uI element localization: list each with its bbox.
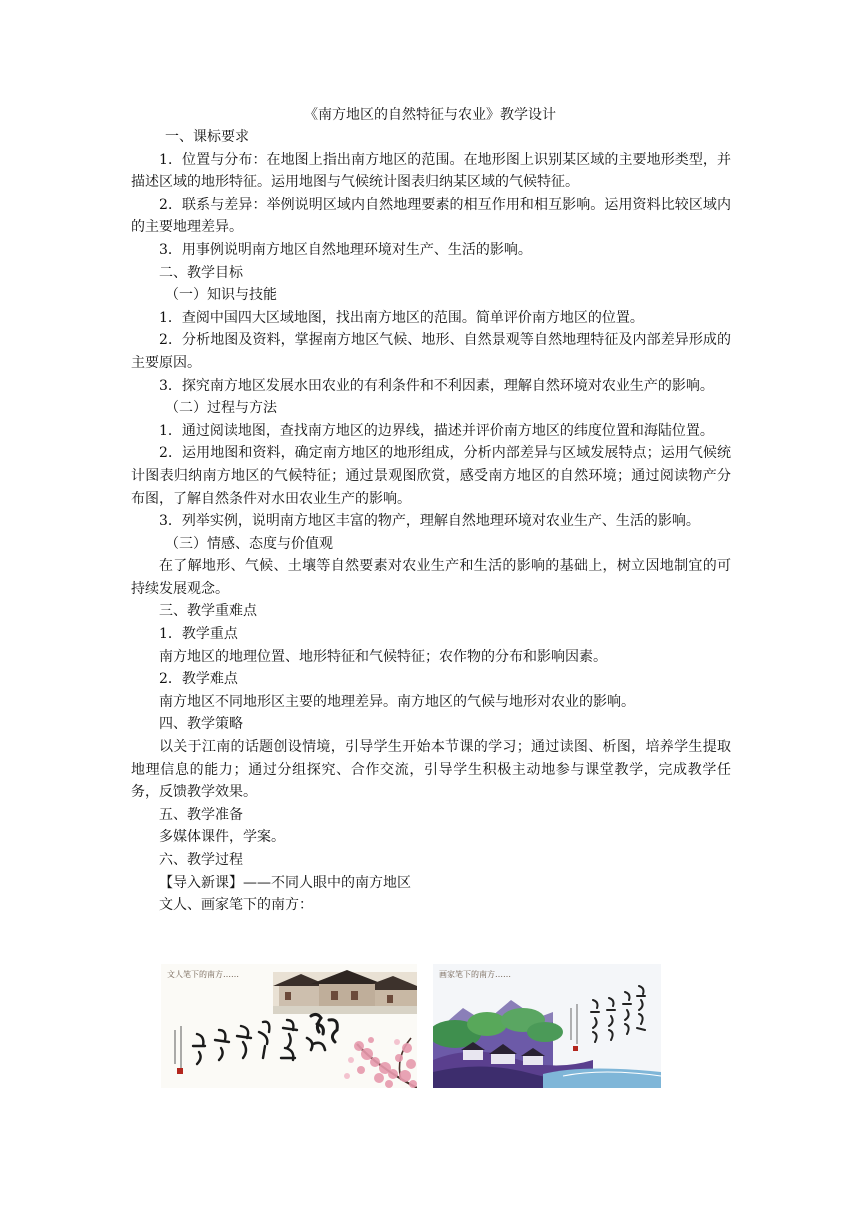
section-heading: 四、教学策略	[159, 716, 243, 733]
paragraph: 1．查阅中国四大区域地图，找出南方地区的范围。简单评价南方地区的位置。	[159, 309, 644, 326]
paragraph: 1．位置与分布：在地图上指出南方地区的范围。在地形图上识别某区域的主要地形类型，并描述区域的地形特征。运用地图与气候统计图表归纳某区域的气候特征。	[131, 151, 731, 191]
section-heading: 六、教学过程	[159, 852, 243, 868]
landscape-painting-image	[433, 964, 661, 1088]
paragraph: 2．分析地图及资料，掌握南方地区气候、地形、自然景观等自然地理特征及内部差异形成的主要原因。	[131, 332, 731, 371]
section-heading: 一、课标要求	[165, 129, 249, 145]
paragraph: 2．运用地图和资料，确定南方地区的地形组成，分析内部差异与区域发展特点；运用气候统计图表归纳南方地区的气候特征；通过景观图欣赏，感受南方地区的自然环境；通过阅读物产分布图，了解自然条件对水田农业生产的影响。	[131, 445, 731, 507]
subsection-heading: 2．教学难点	[159, 671, 238, 688]
paragraph: 在了解地形、气候、土壤等自然要素对农业生产和生活的影响的基础上，树立因地制宜的可持续发展观念。	[131, 558, 731, 597]
paragraph: 3．探究南方地区发展水田农业的有利条件和不利因素，理解自然环境对农业生产的影响。	[159, 377, 714, 394]
subsection-heading: （二）过程与方法	[165, 400, 277, 417]
document-body	[131, 126, 731, 917]
paragraph: 【导入新课】——不同人眼中的南方地区	[159, 874, 411, 891]
image-row	[161, 964, 661, 1088]
subsection-heading: （一）知识与技能	[165, 287, 277, 304]
paragraph: 文人、画家笔下的南方：	[159, 897, 313, 914]
document-title: 《南方地区的自然特征与农业》教学设计	[304, 107, 556, 123]
paragraph: 以关于江南的话题创设情境，引导学生开始本节课的学习；通过读图、析图，培养学生提取地理信息的能力；通过分组探究、合作交流，引导学生积极主动地参与课堂教学，完成教学任务，反馈教学效果。	[131, 739, 731, 801]
paragraph: 多媒体课件，学案。	[159, 829, 285, 846]
paragraph: 南方地区的地理位置、地形特征和气候特征；农作物的分布和影响因素。	[159, 648, 607, 665]
calligraphy-plum-blossom-image	[161, 964, 417, 1088]
landscape-illustration	[433, 964, 661, 1088]
calligraphy-illustration	[161, 964, 417, 1088]
paragraph: 3．用事例说明南方地区自然地理环境对生产、生活的影响。	[159, 241, 532, 258]
subsection-heading: 1．教学重点	[159, 626, 238, 643]
paragraph: 2．联系与差异：举例说明区域内自然地理要素的相互作用和相互影响。运用资料比较区域内的主要地理差异。	[131, 196, 731, 236]
paragraph: 南方地区不同地形区主要的地理差异。南方地区的气候与地形对农业的影响。	[159, 693, 635, 710]
image-caption: 文人笔下的南方……	[167, 970, 239, 979]
section-heading: 三、教学重难点	[159, 603, 257, 620]
section-heading: 五、教学准备	[159, 806, 243, 823]
subsection-heading: （三）情感、态度与价值观	[165, 535, 333, 552]
section-heading: 二、教学目标	[159, 264, 243, 281]
paragraph: 3．列举实例，说明南方地区丰富的物产，理解自然地理环境对农业生产、生活的影响。	[159, 513, 700, 530]
paragraph: 1．通过阅读地图，查找南方地区的边界线，描述并评价南方地区的纬度位置和海陆位置。	[159, 422, 714, 439]
image-caption: 画家笔下的南方……	[439, 970, 511, 979]
